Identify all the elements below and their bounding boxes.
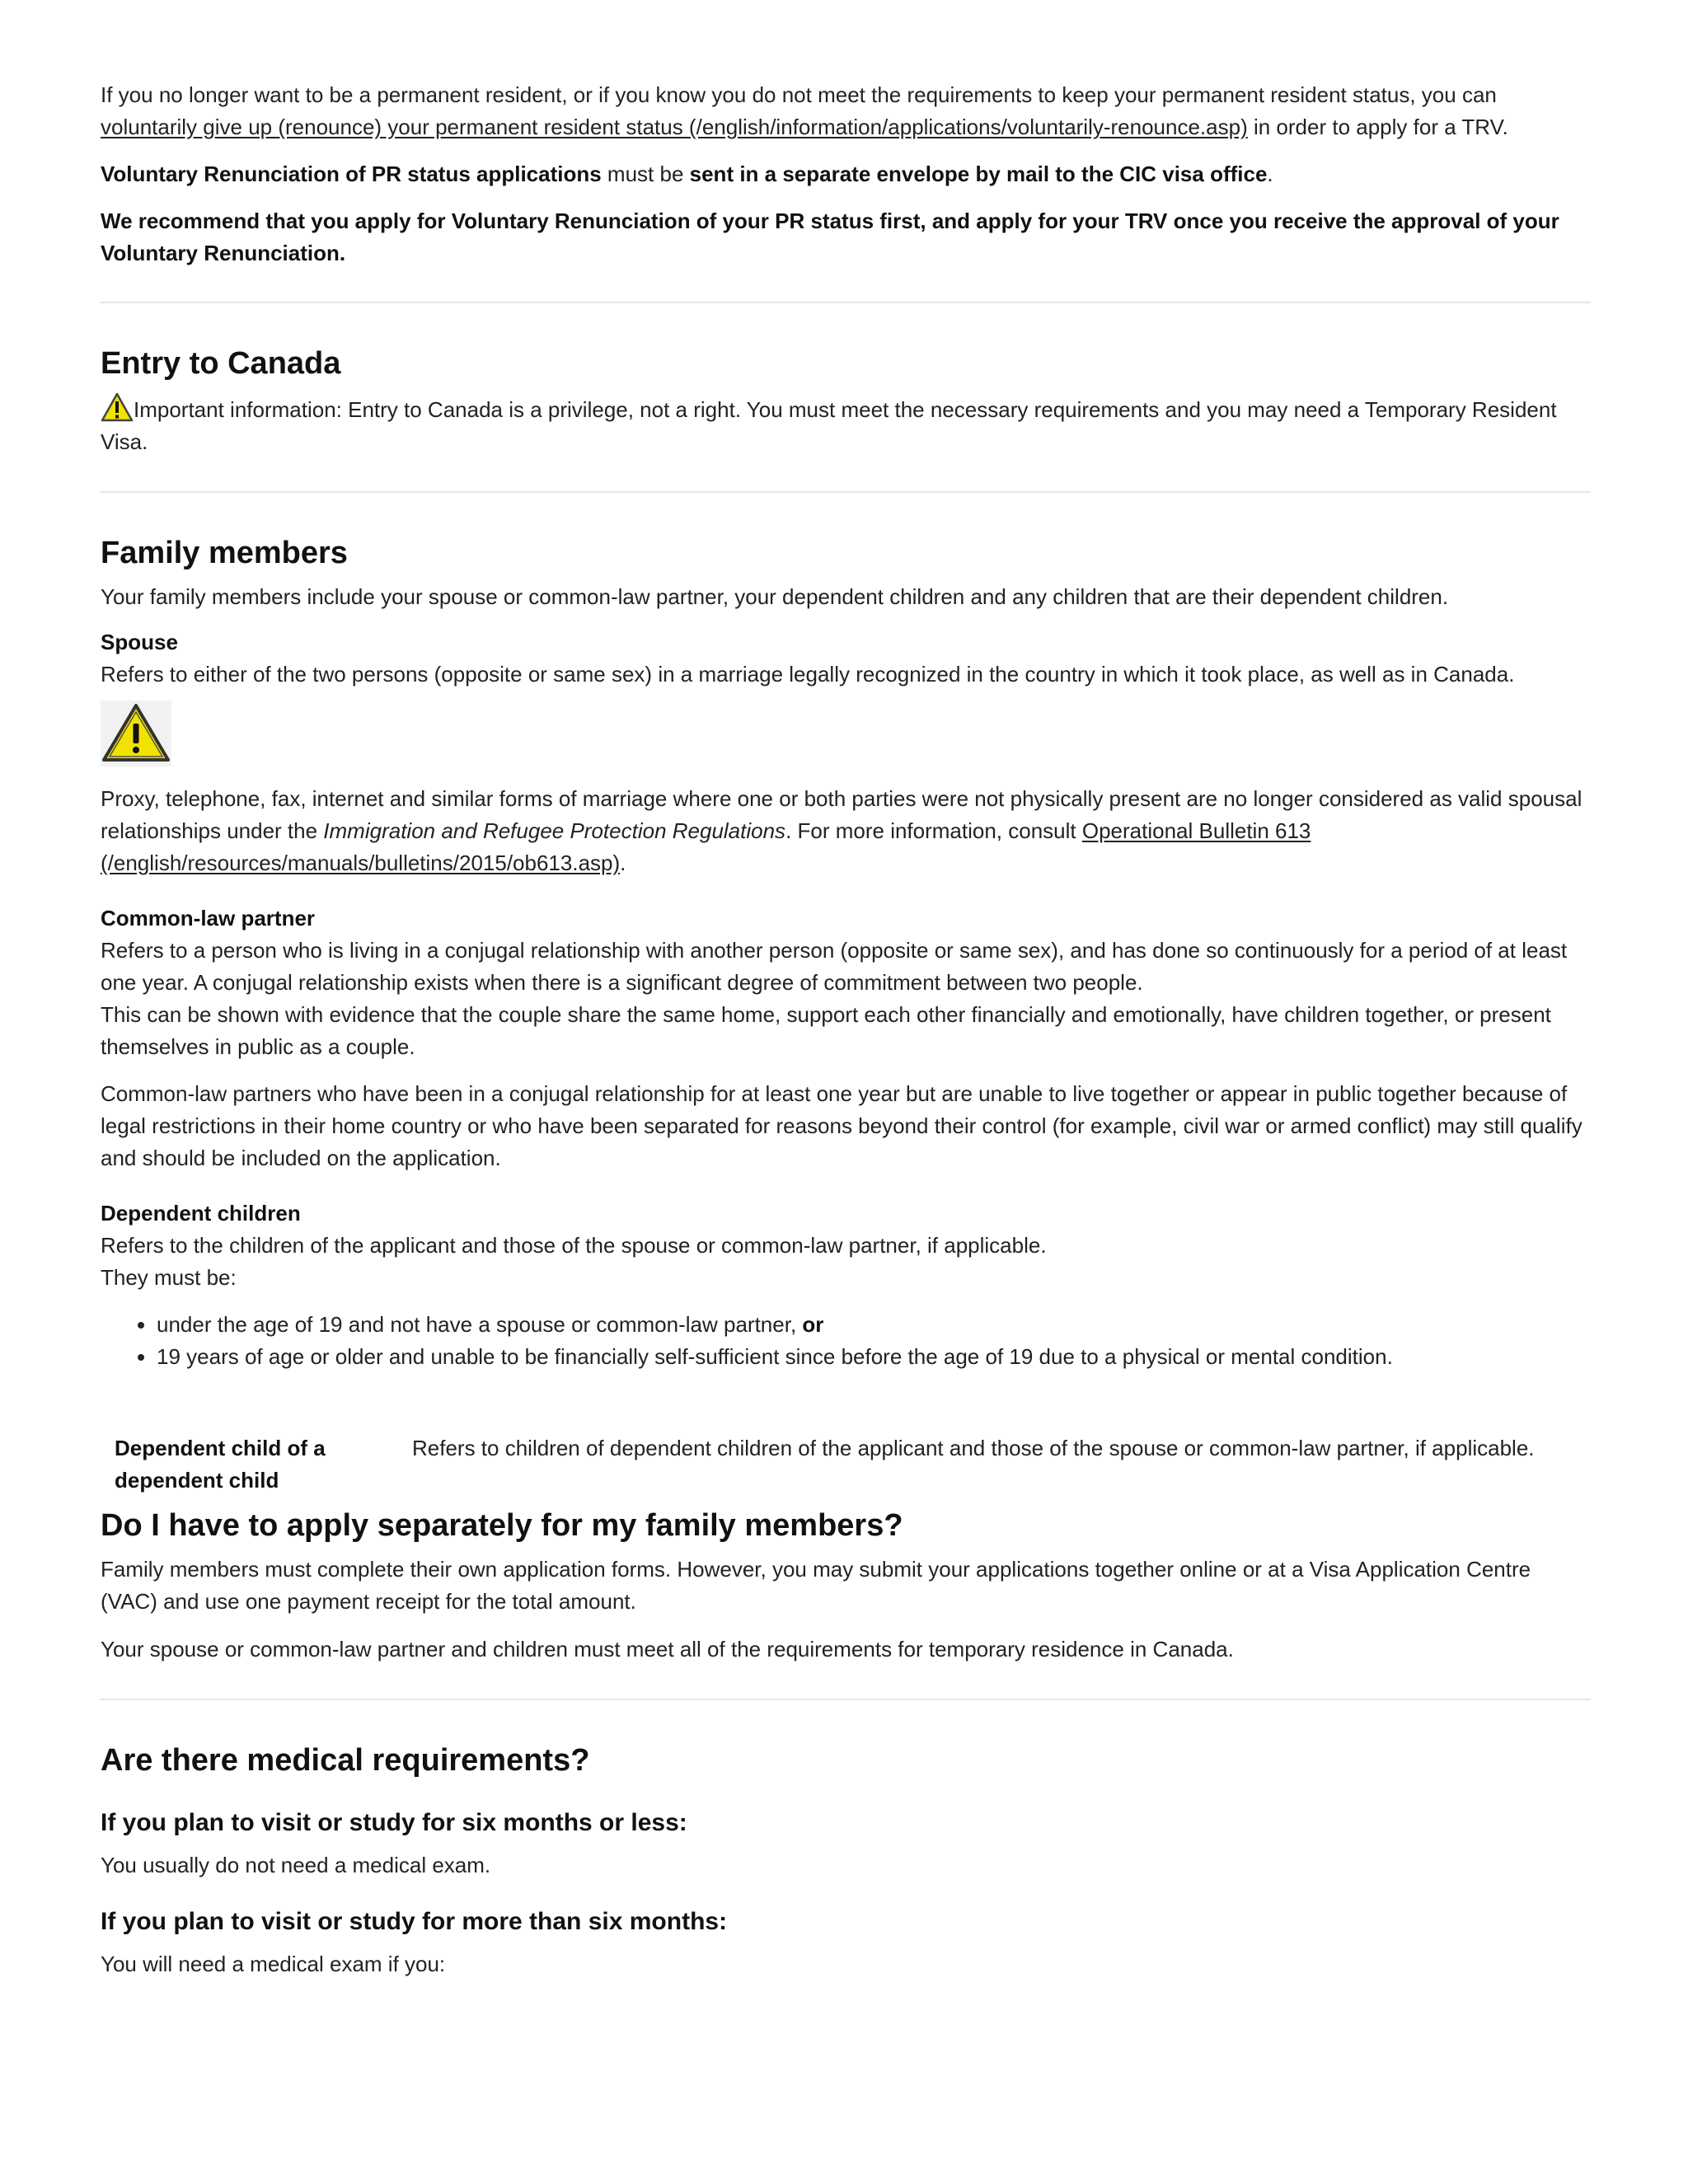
- dependent-child-table: [101, 1432, 1591, 1497]
- proxy-end: .: [620, 851, 626, 875]
- family-heading: Family members: [101, 536, 348, 570]
- short-stay-text: You usually do not need a medical exam.: [101, 1853, 491, 1877]
- proxy-paragraph: [101, 783, 1591, 879]
- common-law-definition-2: This can be shown with evidence that the couple share the same home, support each other financially and emotionally, have children together, or present themselves in public as a couple.: [101, 1002, 1551, 1059]
- condition-or: or: [802, 1312, 824, 1337]
- entry-notice-text: Important information: Entry to Canada is a privilege, not a right. You must meet the necessary requirements and you may need a Temporary Resident Visa.: [101, 397, 1557, 454]
- separately-heading: Do I have to apply separately for my family members?: [101, 1508, 903, 1543]
- list-item: [157, 1341, 1591, 1373]
- common-law-title: Common-law partner: [101, 906, 316, 930]
- renounce-link[interactable]: voluntarily give up (renounce) your permanent resident status (/english/information/applications/voluntarily-renounce.asp): [101, 115, 1248, 139]
- separate-mid: must be: [601, 162, 690, 186]
- renounce-intro: If you no longer want to be a permanent resident, or if you know you do not meet the requirements to keep your permanent resident status, you can: [101, 82, 1497, 107]
- spouse-title: Spouse: [101, 630, 178, 654]
- proxy-text-a: Proxy, telephone, fax, internet and similar forms of marriage where one or both parties were not physically present are no longer considered as valid spousal relationships under the: [101, 786, 1582, 843]
- medical-heading: Are there medical requirements?: [101, 1743, 590, 1778]
- page-content: [101, 79, 1591, 1980]
- dependent-title: Dependent children: [101, 1201, 301, 1226]
- renounce-tail: in order to apply for a TRV.: [1247, 115, 1508, 139]
- separately-paragraph-1: Family members must complete their own application forms. However, you may submit your applications together online or at a Visa Application Centre (VAC) and use one payment receipt for the total amount.: [101, 1557, 1531, 1614]
- separately-paragraph-2: Your spouse or common-law partner and children must meet all of the requirements for temporary residence in Canada.: [101, 1637, 1234, 1661]
- entry-notice: [101, 392, 1591, 458]
- short-stay-heading: If you plan to visit or study for six months or less:: [101, 1809, 687, 1836]
- spouse-definition: Refers to either of the two persons (opposite or same sex) in a marriage legally recognized in the country in which it took place, as well as in Canada.: [101, 662, 1515, 687]
- long-stay-text: You will need a medical exam if you:: [101, 1952, 446, 1976]
- proxy-text-b: . For more information, consult: [785, 818, 1082, 843]
- must-be-text: They must be:: [101, 1265, 237, 1290]
- recommend-paragraph: [101, 205, 1591, 269]
- condition-under-19: under the age of 19 and not have a spouse or common-law partner,: [157, 1312, 803, 1337]
- renounce-paragraph: [101, 79, 1591, 143]
- table-row: [101, 1432, 1591, 1497]
- separate-envelope-paragraph: [101, 158, 1591, 190]
- warning-icon: [101, 392, 134, 422]
- section-divider: [101, 302, 1591, 303]
- warning-icon: [101, 701, 171, 766]
- long-stay-heading: If you plan to visit or study for more than six months:: [101, 1908, 728, 1935]
- separate-end: .: [1267, 162, 1273, 186]
- section-divider: [101, 491, 1591, 493]
- section-divider: [101, 1699, 1591, 1700]
- dependent-definition: Refers to the children of the applicant and those of the spouse or common-law partner, if applicable.: [101, 1233, 1047, 1258]
- separate-bold-a: Voluntary Renunciation of PR status applications: [101, 162, 602, 186]
- dependent-conditions-list: [101, 1309, 1591, 1373]
- common-law-definition-1: Refers to a person who is living in a conjugal relationship with another person (opposite or same sex), and has done so continuously for a period of at least one year. A conjugal relationship exists when there is a significant degree of commitment between two people.: [101, 938, 1568, 995]
- separate-bold-b: sent in a separate envelope by mail to the CIC visa office: [689, 162, 1268, 186]
- dependent-child-term: Dependent child of a dependent child: [115, 1436, 326, 1493]
- recommend-text: We recommend that you apply for Voluntary Renunciation of your PR status first, and apply for your TRV once you receive the approval of your Voluntary Renunciation.: [101, 209, 1559, 265]
- proxy-regulations: Immigration and Refugee Protection Regulations: [323, 818, 786, 843]
- condition-over-19: 19 years of age or older and unable to be financially self-sufficient since before the age of 19 due to a physical or mental condition.: [157, 1344, 1393, 1369]
- dependent-child-definition: Refers to children of dependent children of the applicant and those of the spouse or common-law partner, if applicable.: [412, 1436, 1535, 1460]
- bulletin-link[interactable]: Operational Bulletin 613 (/english/resources/manuals/bulletins/2015/ob613.asp): [101, 818, 1311, 875]
- entry-heading: Entry to Canada: [101, 346, 341, 381]
- common-law-definition-3: Common-law partners who have been in a conjugal relationship for at least one year but are unable to live together or appear in public together because of legal restrictions in their home country or who have been separated for reasons beyond their control (for example, civil war or armed conflict) may still qualify and should be included on the application.: [101, 1081, 1582, 1170]
- list-item: [157, 1309, 1591, 1341]
- family-intro: Your family members include your spouse or common-law partner, your dependent children and any children that are their dependent children.: [101, 584, 1449, 609]
